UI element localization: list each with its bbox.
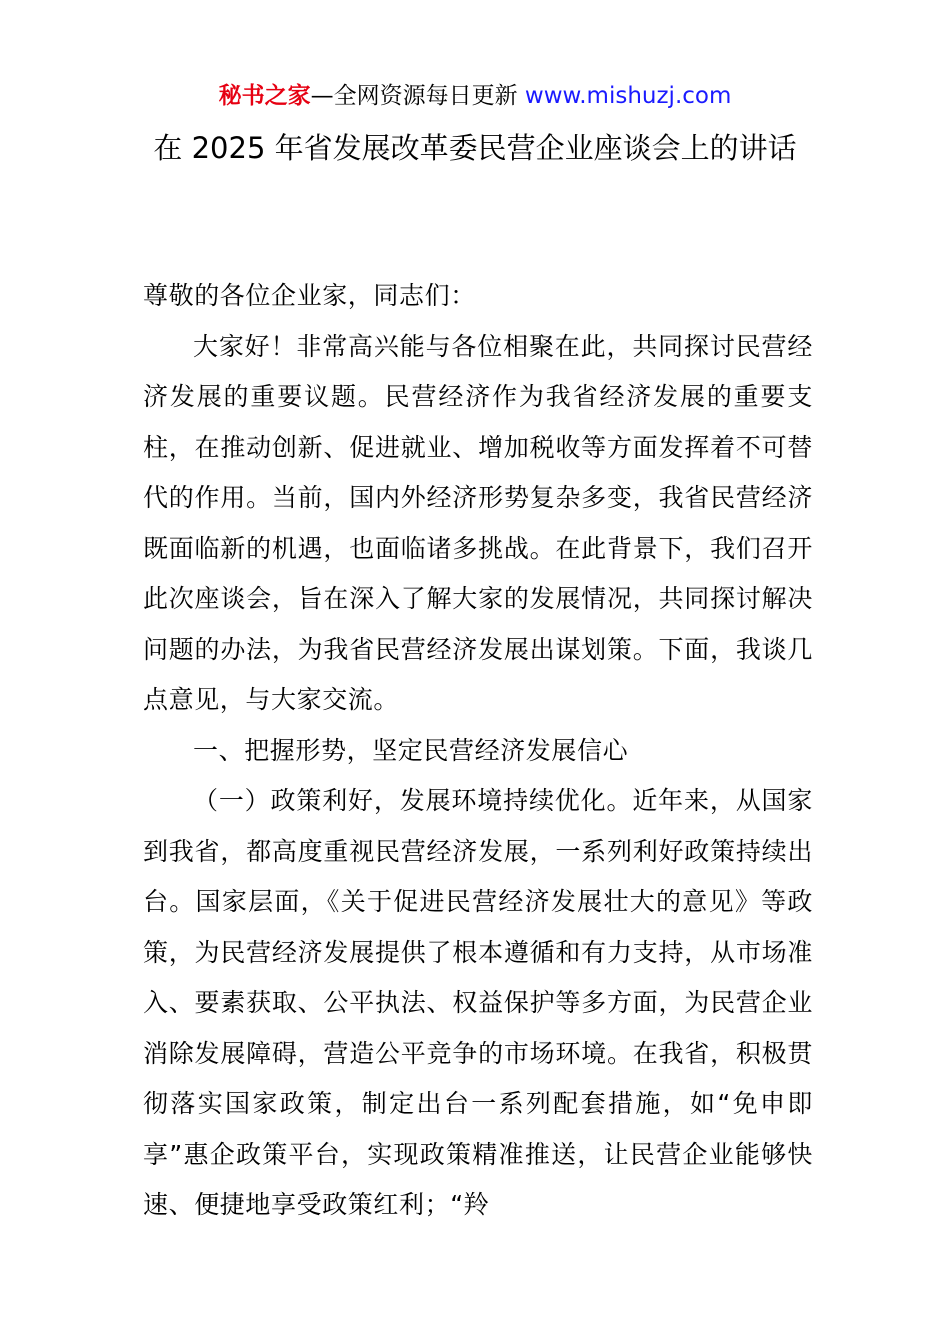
salutation: 尊敬的各位企业家，同志们： — [143, 281, 476, 310]
site-url-link[interactable]: www.mishuzj.com — [524, 83, 732, 109]
page-header — [0, 80, 950, 112]
header-tagline: —全网资源每日更新 — [310, 83, 525, 109]
paragraph-policy: （一）政策利好，发展环境持续优化。近年来，从国家到我省，都高度重视民营经济发展，一系列利好政策持续出台。国家层面，《关于促进民营经济发展壮大的意见》等政策，为民营经济发展提供了根本遵循和有力支持，从市场准入、要素获取、公平执法、权益保护等多方面，为民营企业消除发展障碍，营造公平竞争的市场环境。在我省，积极贯彻落实国家政策，制定出台一系列配套措施，如“免申即享”惠企政策平台，实现政策精准推送，让民营企业能够快速、便捷地享受政策红利；“羚 — [143, 786, 813, 1219]
brand-name: 秘书之家 — [218, 83, 311, 109]
section-heading: 一、把握形势，坚定民营经济发展信心 — [193, 735, 629, 765]
document-body — [143, 271, 813, 1231]
paragraph-intro: 大家好！非常高兴能与各位相聚在此，共同探讨民营经济发展的重要议题。民营经济作为我省经济发展的重要支柱，在推动创新、促进就业、增加税收等方面发挥着不可替代的作用。当前，国内外经济形势复杂多变，我省民营经济既面临新的机遇，也面临诸多挑战。在此背景下，我们召开此次座谈会，旨在深入了解大家的发展情况，共同探讨解决问题的办法，为我省民营经济发展出谋划策。下面，我谈几点意见，与大家交流。 — [143, 331, 813, 714]
document-title: 在 2025 年省发展改革委民营企业座谈会上的讲话 — [153, 131, 797, 165]
